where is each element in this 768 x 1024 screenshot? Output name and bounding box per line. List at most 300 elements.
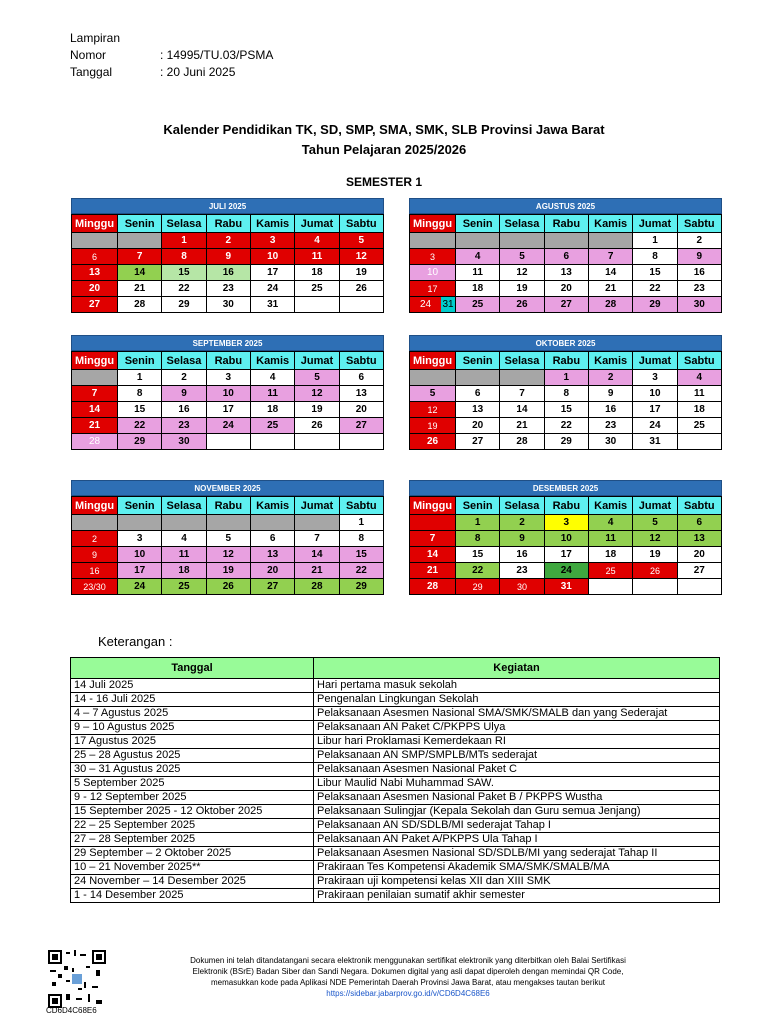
day-cell bbox=[295, 297, 339, 313]
weekday-header: Jumat bbox=[633, 352, 677, 370]
day-cell: 2 bbox=[206, 233, 250, 249]
day-cell: 17 bbox=[633, 402, 677, 418]
weekday-header: Minggu bbox=[410, 352, 456, 370]
verification-link[interactable]: https://sidebar.jabarprov.go.id/v/CD6D4C68E6 bbox=[326, 989, 490, 998]
day-cell: 5 bbox=[339, 233, 383, 249]
day-cell: 24 bbox=[206, 418, 250, 434]
day-cell: 9 bbox=[162, 386, 206, 402]
day-cell: 13 bbox=[72, 265, 118, 281]
legend-activity: Pengenalan Lingkungan Sekolah bbox=[314, 693, 720, 707]
day-cell: 3 bbox=[633, 370, 677, 386]
day-cell: 11 bbox=[250, 386, 294, 402]
day-cell: 6 bbox=[677, 515, 721, 531]
day-cell: 7 bbox=[500, 386, 544, 402]
day-cell: 13 bbox=[677, 531, 721, 547]
day-cell: 22 bbox=[633, 281, 677, 297]
legend-activity: Pelaksanaan AN SD/SDLB/MI sederajat Tahap I bbox=[314, 819, 720, 833]
weekday-header: Kamis bbox=[588, 497, 632, 515]
day-cell: 1 bbox=[118, 370, 162, 386]
day-cell: 13 bbox=[250, 547, 294, 563]
day-cell: 7 bbox=[72, 386, 118, 402]
month-calendar bbox=[71, 480, 384, 595]
day-cell: 18 bbox=[588, 547, 632, 563]
month-table bbox=[409, 214, 722, 313]
day-cell: 8 bbox=[456, 531, 500, 547]
week-row bbox=[410, 297, 722, 313]
day-cell: 5 bbox=[500, 249, 544, 265]
day-cell: 9 bbox=[500, 531, 544, 547]
week-row bbox=[72, 233, 384, 249]
day-cell: 18 bbox=[677, 402, 721, 418]
weekday-header: Minggu bbox=[72, 352, 118, 370]
day-cell: 19 bbox=[295, 402, 339, 418]
week-row bbox=[72, 265, 384, 281]
day-cell: 11 bbox=[456, 265, 500, 281]
day-cell: 7 bbox=[118, 249, 162, 265]
weekday-header: Kamis bbox=[250, 352, 294, 370]
day-cell: 27 bbox=[544, 297, 588, 313]
day-cell: 1 bbox=[544, 370, 588, 386]
legend-header-kegiatan: Kegiatan bbox=[314, 658, 720, 679]
day-cell: 25 bbox=[295, 281, 339, 297]
day-cell: 8 bbox=[633, 249, 677, 265]
day-cell: 21 bbox=[118, 281, 162, 297]
day-cell: 21 bbox=[72, 418, 118, 434]
day-cell: 14 bbox=[410, 547, 456, 563]
legend-date: 14 - 16 Juli 2025 bbox=[71, 693, 314, 707]
day-cell: 10 bbox=[544, 531, 588, 547]
day-cell: 28 bbox=[118, 297, 162, 313]
day-cell: 27 bbox=[339, 418, 383, 434]
document-meta bbox=[70, 30, 273, 81]
day-cell: 7 bbox=[588, 249, 632, 265]
legend-date: 4 – 7 Agustus 2025 bbox=[71, 707, 314, 721]
weekday-header: Senin bbox=[456, 352, 500, 370]
weekday-header: Selasa bbox=[500, 215, 544, 233]
day-cell: 29 bbox=[456, 579, 500, 595]
legend-date: 27 – 28 September 2025 bbox=[71, 833, 314, 847]
legend-row bbox=[71, 833, 720, 847]
day-cell: 23/30 bbox=[72, 579, 118, 595]
day-cell: 10 bbox=[118, 547, 162, 563]
day-cell: 15 bbox=[162, 265, 206, 281]
day-cell bbox=[250, 515, 294, 531]
day-cell: 8 bbox=[118, 386, 162, 402]
weekday-header: Kamis bbox=[588, 352, 632, 370]
day-cell: 30 bbox=[677, 297, 721, 313]
legend-row bbox=[71, 875, 720, 889]
legend-date: 5 September 2025 bbox=[71, 777, 314, 791]
month-title: SEPTEMBER 2025 bbox=[71, 335, 384, 351]
day-cell: 4 bbox=[677, 370, 721, 386]
day-cell bbox=[206, 434, 250, 450]
day-cell: 16 bbox=[588, 402, 632, 418]
day-cell: 26 bbox=[410, 434, 456, 450]
day-cell: 24 bbox=[118, 579, 162, 595]
day-cell: 21 bbox=[295, 563, 339, 579]
weekday-header: Rabu bbox=[206, 497, 250, 515]
day-cell: 5 bbox=[206, 531, 250, 547]
legend-row bbox=[71, 707, 720, 721]
day-cell: 8 bbox=[544, 386, 588, 402]
month-title: JULI 2025 bbox=[71, 198, 384, 214]
legend-row bbox=[71, 847, 720, 861]
week-row bbox=[72, 531, 384, 547]
day-cell: 22 bbox=[456, 563, 500, 579]
day-cell: 8 bbox=[339, 531, 383, 547]
day-cell bbox=[206, 515, 250, 531]
day-cell: 2 bbox=[588, 370, 632, 386]
week-row bbox=[72, 547, 384, 563]
legend-activity: Prakiraan uji kompetensi kelas XII dan XIII SMK bbox=[314, 875, 720, 889]
legend-date: 29 September – 2 Oktober 2025 bbox=[71, 847, 314, 861]
day-cell: 10 bbox=[206, 386, 250, 402]
day-cell: 20 bbox=[250, 563, 294, 579]
weekday-header: Sabtu bbox=[339, 497, 383, 515]
week-row bbox=[410, 233, 722, 249]
week-row bbox=[410, 515, 722, 531]
document-subtitle: Tahun Pelajaran 2025/2026 bbox=[301, 142, 467, 157]
day-cell bbox=[295, 515, 339, 531]
day-cell bbox=[456, 233, 500, 249]
day-cell: 11 bbox=[588, 531, 632, 547]
day-cell bbox=[72, 515, 118, 531]
legend-date: 15 September 2025 - 12 Oktober 2025 bbox=[71, 805, 314, 819]
legend-activity: Pelaksanaan Asesmen Nasional SMA/SMK/SMALB dan yang Sederajat bbox=[314, 707, 720, 721]
day-number: 31 bbox=[441, 297, 455, 312]
legend-activity: Pelaksanaan AN Paket A/PKPPS Ula Tahap I bbox=[314, 833, 720, 847]
week-row bbox=[410, 249, 722, 265]
day-cell: 19 bbox=[339, 265, 383, 281]
legend-date: 14 Juli 2025 bbox=[71, 679, 314, 693]
day-cell: 15 bbox=[456, 547, 500, 563]
week-row bbox=[72, 386, 384, 402]
day-cell: 26 bbox=[500, 297, 544, 313]
day-cell: 26 bbox=[206, 579, 250, 595]
day-cell: 24 bbox=[250, 281, 294, 297]
day-cell bbox=[588, 233, 632, 249]
day-cell: 17 bbox=[250, 265, 294, 281]
day-cell: 6 bbox=[250, 531, 294, 547]
month-table bbox=[409, 496, 722, 595]
day-cell: 21 bbox=[410, 563, 456, 579]
day-cell: 14 bbox=[118, 265, 162, 281]
weekday-header: Senin bbox=[118, 497, 162, 515]
weekday-header-row bbox=[72, 215, 384, 233]
day-cell: 27 bbox=[72, 297, 118, 313]
month-calendar bbox=[409, 198, 722, 313]
day-cell: 26 bbox=[295, 418, 339, 434]
legend-activity: Pelaksanaan Asesmen Nasional Paket C bbox=[314, 763, 720, 777]
day-cell: 3 bbox=[206, 370, 250, 386]
day-cell bbox=[410, 297, 456, 313]
day-cell: 21 bbox=[500, 418, 544, 434]
day-cell bbox=[633, 579, 677, 595]
footer-line-1: Dokumen ini telah ditandatangani secara elektronik menggunakan sertifikat elektronik yang diterbitkan oleh Balai Sertifikasi bbox=[190, 956, 626, 965]
tanggal-value: : 20 Juni 2025 bbox=[160, 65, 236, 79]
day-cell: 3 bbox=[118, 531, 162, 547]
month-calendar bbox=[71, 198, 384, 313]
day-cell: 23 bbox=[206, 281, 250, 297]
day-cell: 24 bbox=[633, 418, 677, 434]
day-cell: 17 bbox=[118, 563, 162, 579]
weekday-header: Jumat bbox=[295, 352, 339, 370]
legend-row bbox=[71, 861, 720, 875]
day-cell: 12 bbox=[410, 402, 456, 418]
weekday-header: Rabu bbox=[544, 497, 588, 515]
day-cell: 31 bbox=[633, 434, 677, 450]
day-cell: 8 bbox=[162, 249, 206, 265]
week-row bbox=[410, 579, 722, 595]
day-cell: 25 bbox=[677, 418, 721, 434]
legend-activity: Pelaksanaan Sulingjar (Kepala Sekolah dan Guru semua Jenjang) bbox=[314, 805, 720, 819]
day-cell: 10 bbox=[250, 249, 294, 265]
legend-row bbox=[71, 777, 720, 791]
day-cell: 2 bbox=[500, 515, 544, 531]
tanggal-label: Tanggal bbox=[70, 65, 113, 79]
day-cell: 29 bbox=[544, 434, 588, 450]
lampiran-label: Lampiran bbox=[70, 31, 121, 45]
day-cell: 5 bbox=[410, 386, 456, 402]
keterangan-label: Keterangan : bbox=[98, 634, 173, 649]
weekday-header: Senin bbox=[456, 497, 500, 515]
legend-date: 9 – 10 Agustus 2025 bbox=[71, 721, 314, 735]
day-cell: 9 bbox=[206, 249, 250, 265]
legend-date: 1 - 14 Desember 2025 bbox=[71, 889, 314, 903]
day-cell bbox=[456, 370, 500, 386]
week-row bbox=[72, 563, 384, 579]
day-cell: 2 bbox=[162, 370, 206, 386]
day-cell: 30 bbox=[162, 434, 206, 450]
day-cell: 1 bbox=[633, 233, 677, 249]
day-cell: 22 bbox=[118, 418, 162, 434]
day-cell: 2 bbox=[677, 233, 721, 249]
legend-date: 30 – 31 Agustus 2025 bbox=[71, 763, 314, 777]
day-cell: 22 bbox=[162, 281, 206, 297]
day-cell: 28 bbox=[72, 434, 118, 450]
day-cell: 31 bbox=[544, 579, 588, 595]
week-row bbox=[410, 563, 722, 579]
weekday-header: Kamis bbox=[588, 215, 632, 233]
week-row bbox=[410, 531, 722, 547]
month-table bbox=[71, 351, 384, 450]
day-cell: 19 bbox=[410, 418, 456, 434]
day-cell: 5 bbox=[633, 515, 677, 531]
day-cell: 4 bbox=[588, 515, 632, 531]
legend-row bbox=[71, 749, 720, 763]
weekday-header: Rabu bbox=[206, 215, 250, 233]
day-cell: 13 bbox=[339, 386, 383, 402]
day-cell bbox=[339, 434, 383, 450]
weekday-header: Selasa bbox=[162, 215, 206, 233]
legend-table bbox=[70, 657, 720, 903]
day-cell bbox=[339, 297, 383, 313]
weekday-header: Selasa bbox=[162, 352, 206, 370]
legend-activity: Hari pertama masuk sekolah bbox=[314, 679, 720, 693]
day-cell: 6 bbox=[339, 370, 383, 386]
week-row bbox=[410, 386, 722, 402]
day-cell: 20 bbox=[677, 547, 721, 563]
day-cell: 11 bbox=[295, 249, 339, 265]
day-cell: 4 bbox=[456, 249, 500, 265]
weekday-header: Rabu bbox=[544, 352, 588, 370]
day-cell: 26 bbox=[633, 563, 677, 579]
day-cell: 6 bbox=[456, 386, 500, 402]
day-cell: 17 bbox=[206, 402, 250, 418]
day-cell: 15 bbox=[633, 265, 677, 281]
day-cell: 24 bbox=[544, 563, 588, 579]
nomor-value: : 14995/TU.03/PSMA bbox=[160, 48, 274, 62]
day-cell: 28 bbox=[410, 579, 456, 595]
day-cell: 30 bbox=[588, 434, 632, 450]
day-cell: 14 bbox=[72, 402, 118, 418]
day-cell: 20 bbox=[339, 402, 383, 418]
day-cell: 14 bbox=[500, 402, 544, 418]
day-cell: 27 bbox=[456, 434, 500, 450]
day-cell bbox=[588, 579, 632, 595]
day-cell bbox=[410, 233, 456, 249]
day-cell: 2 bbox=[72, 531, 118, 547]
day-cell: 23 bbox=[162, 418, 206, 434]
weekday-header: Minggu bbox=[410, 497, 456, 515]
day-cell: 7 bbox=[295, 531, 339, 547]
weekday-header: Kamis bbox=[250, 215, 294, 233]
legend-row bbox=[71, 693, 720, 707]
legend-row bbox=[71, 735, 720, 749]
nomor-label: Nomor bbox=[70, 48, 107, 62]
day-cell bbox=[72, 233, 118, 249]
day-cell bbox=[410, 515, 456, 531]
weekday-header: Sabtu bbox=[677, 215, 721, 233]
month-title: NOVEMBER 2025 bbox=[71, 480, 384, 496]
weekday-header: Kamis bbox=[250, 497, 294, 515]
weekday-header: Sabtu bbox=[677, 352, 721, 370]
weekday-header-row bbox=[72, 497, 384, 515]
legend-row bbox=[71, 819, 720, 833]
day-cell: 18 bbox=[162, 563, 206, 579]
day-cell: 12 bbox=[500, 265, 544, 281]
legend-activity: Prakiraan penilaian sumatif akhir semester bbox=[314, 889, 720, 903]
legend-header-tanggal: Tanggal bbox=[71, 658, 314, 679]
day-cell: 25 bbox=[588, 563, 632, 579]
day-cell: 15 bbox=[118, 402, 162, 418]
legend-date: 25 – 28 Agustus 2025 bbox=[71, 749, 314, 763]
day-cell: 1 bbox=[339, 515, 383, 531]
weekday-header: Jumat bbox=[633, 215, 677, 233]
weekday-header: Senin bbox=[456, 215, 500, 233]
weekday-header: Jumat bbox=[295, 215, 339, 233]
day-number: 24 bbox=[410, 297, 441, 312]
day-cell: 20 bbox=[72, 281, 118, 297]
day-cell: 21 bbox=[588, 281, 632, 297]
legend-date: 22 – 25 September 2025 bbox=[71, 819, 314, 833]
month-calendar bbox=[409, 480, 722, 595]
day-cell bbox=[500, 233, 544, 249]
legend-row bbox=[71, 679, 720, 693]
day-cell: 12 bbox=[206, 547, 250, 563]
weekday-header: Jumat bbox=[633, 497, 677, 515]
legend-row bbox=[71, 805, 720, 819]
day-cell: 19 bbox=[500, 281, 544, 297]
day-cell: 14 bbox=[588, 265, 632, 281]
day-cell bbox=[72, 370, 118, 386]
weekday-header: Jumat bbox=[295, 497, 339, 515]
day-cell bbox=[677, 579, 721, 595]
document-title: Kalender Pendidikan TK, SD, SMP, SMA, SMK, SLB Provinsi Jawa Barat bbox=[163, 122, 605, 137]
week-row bbox=[410, 281, 722, 297]
legend-activity: Pelaksanaan AN Paket C/PKPPS Ulya bbox=[314, 721, 720, 735]
day-cell: 10 bbox=[633, 386, 677, 402]
day-cell: 18 bbox=[456, 281, 500, 297]
legend-row bbox=[71, 791, 720, 805]
day-cell: 6 bbox=[544, 249, 588, 265]
weekday-header-row bbox=[410, 215, 722, 233]
day-cell: 15 bbox=[339, 547, 383, 563]
legend-date: 17 Agustus 2025 bbox=[71, 735, 314, 749]
day-cell: 23 bbox=[500, 563, 544, 579]
day-cell: 15 bbox=[544, 402, 588, 418]
day-cell: 7 bbox=[410, 531, 456, 547]
weekday-header-row bbox=[410, 352, 722, 370]
day-cell bbox=[544, 233, 588, 249]
day-cell: 18 bbox=[250, 402, 294, 418]
day-cell: 19 bbox=[633, 547, 677, 563]
day-cell: 30 bbox=[206, 297, 250, 313]
day-cell: 3 bbox=[410, 249, 456, 265]
weekday-header-row bbox=[72, 352, 384, 370]
week-row bbox=[72, 402, 384, 418]
day-cell: 27 bbox=[250, 579, 294, 595]
week-row bbox=[410, 265, 722, 281]
month-calendar bbox=[409, 335, 722, 450]
weekday-header: Selasa bbox=[500, 352, 544, 370]
day-cell bbox=[118, 233, 162, 249]
day-cell: 13 bbox=[456, 402, 500, 418]
day-cell: 29 bbox=[339, 579, 383, 595]
legend-activity: Prakiraan Tes Kompetensi Akademik SMA/SMK/SMALB/MA bbox=[314, 861, 720, 875]
day-cell: 27 bbox=[677, 563, 721, 579]
week-row bbox=[410, 370, 722, 386]
day-cell: 1 bbox=[162, 233, 206, 249]
month-table bbox=[71, 214, 384, 313]
day-cell: 4 bbox=[295, 233, 339, 249]
week-row bbox=[72, 249, 384, 265]
day-cell: 16 bbox=[677, 265, 721, 281]
day-cell: 4 bbox=[162, 531, 206, 547]
day-cell: 29 bbox=[633, 297, 677, 313]
weekday-header: Minggu bbox=[410, 215, 456, 233]
weekday-header: Sabtu bbox=[339, 215, 383, 233]
day-cell: 25 bbox=[456, 297, 500, 313]
month-table bbox=[409, 351, 722, 450]
day-cell: 20 bbox=[544, 281, 588, 297]
week-row bbox=[410, 402, 722, 418]
day-cell: 11 bbox=[162, 547, 206, 563]
day-cell: 29 bbox=[118, 434, 162, 450]
footer-line-2: Elektronik (BSrE) Badan Siber dan Sandi Negara. Dokumen digital yang asli dapat diperoleh dengan memindai QR Code, bbox=[192, 967, 624, 976]
month-title: AGUSTUS 2025 bbox=[409, 198, 722, 214]
day-cell: 12 bbox=[633, 531, 677, 547]
qr-code-icon bbox=[48, 950, 106, 1008]
week-row bbox=[410, 434, 722, 450]
day-cell: 23 bbox=[677, 281, 721, 297]
weekday-header: Sabtu bbox=[677, 497, 721, 515]
day-cell: 23 bbox=[588, 418, 632, 434]
day-cell bbox=[250, 434, 294, 450]
week-row bbox=[72, 370, 384, 386]
day-cell: 3 bbox=[250, 233, 294, 249]
day-cell: 16 bbox=[500, 547, 544, 563]
